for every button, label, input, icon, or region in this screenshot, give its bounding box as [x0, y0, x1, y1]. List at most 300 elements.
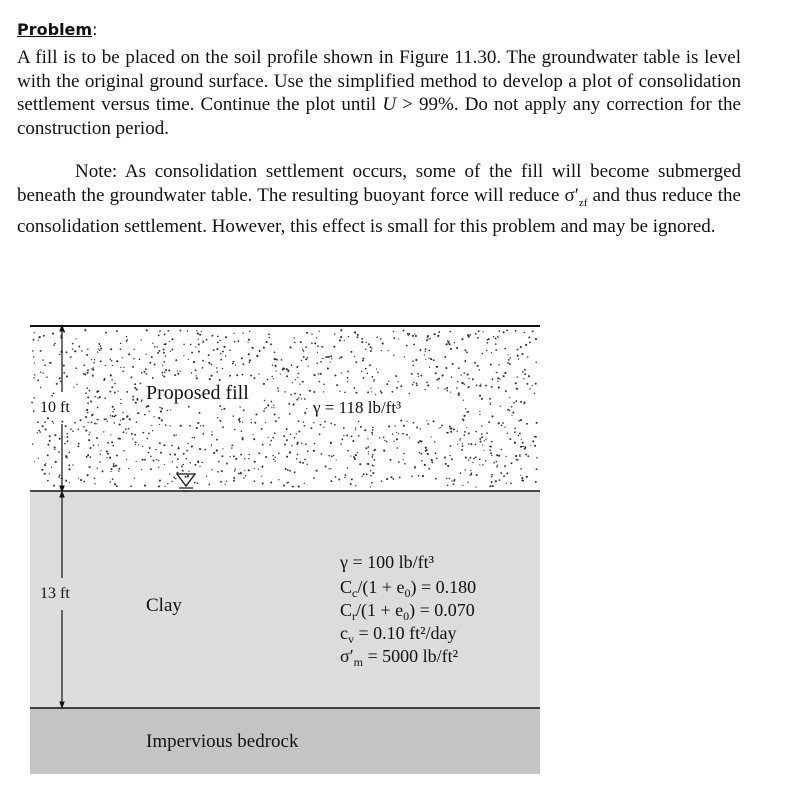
fill-dot — [463, 400, 464, 401]
fill-dot — [467, 374, 469, 376]
fill-dot — [38, 337, 40, 339]
fill-dot — [284, 368, 285, 369]
fill-dot — [330, 468, 331, 469]
fill-dot — [314, 342, 316, 344]
fill-dot — [449, 455, 451, 457]
fill-dot — [202, 433, 204, 435]
fill-dot — [275, 420, 277, 422]
fill-dot — [120, 343, 122, 345]
fill-dot — [134, 383, 136, 385]
fill-dot — [70, 356, 71, 357]
fill-dot — [37, 340, 38, 341]
fill-dot — [176, 434, 177, 435]
fill-dot — [165, 343, 167, 345]
fill-dot — [373, 449, 375, 451]
variable-U: U — [382, 94, 397, 115]
fill-dot — [229, 350, 231, 352]
fill-dot — [515, 455, 517, 457]
fill-dot — [194, 437, 196, 439]
fill-dot — [311, 333, 313, 335]
fill-dot — [507, 362, 509, 364]
fill-dot — [197, 332, 199, 334]
fill-dot — [361, 371, 362, 372]
fill-dot — [34, 332, 35, 333]
fill-dot — [522, 442, 524, 444]
fill-dot — [66, 436, 68, 438]
clay-label: Clay — [146, 595, 182, 616]
fill-dot — [362, 476, 363, 477]
fill-dot — [258, 468, 259, 469]
fill-dot — [497, 464, 498, 465]
fill-dot — [54, 449, 55, 450]
fill-dot — [56, 383, 58, 385]
fill-dot — [490, 364, 492, 366]
fill-dot — [303, 356, 305, 358]
fill-dot — [89, 456, 91, 458]
fill-dot — [202, 360, 204, 362]
fill-dot — [422, 475, 424, 477]
fill-dot — [299, 383, 300, 384]
fill-dot — [298, 486, 300, 488]
fill-dot — [330, 423, 332, 425]
fill-dot — [196, 377, 198, 379]
fill-dot — [255, 413, 257, 415]
fill-dot — [211, 434, 213, 436]
fill-dot — [411, 475, 413, 477]
fill-dot — [270, 343, 272, 345]
fill-dot — [339, 358, 340, 359]
fill-dot — [65, 425, 67, 427]
fill-dot — [370, 388, 371, 389]
fill-dot — [39, 431, 41, 433]
fill-dot — [218, 461, 220, 463]
fill-dot — [370, 350, 372, 352]
fill-dot — [219, 420, 221, 422]
fill-dot — [158, 460, 159, 461]
fill-dot — [51, 466, 52, 467]
fill-dot — [163, 376, 165, 378]
fill-dot — [363, 473, 365, 475]
fill-dot — [192, 437, 193, 438]
fill-dot — [277, 390, 279, 392]
fill-dot — [248, 454, 249, 455]
fill-dot — [298, 397, 299, 398]
fill-dot — [117, 390, 118, 391]
fill-dot — [436, 379, 438, 381]
fill-dot — [265, 422, 266, 423]
fill-dot — [177, 370, 178, 371]
fill-dot — [69, 482, 70, 483]
fill-dot — [149, 362, 151, 364]
fill-dot — [262, 444, 264, 446]
clay-consolidation-coefficient: $c_v = 0.10$ ft²/day — [340, 623, 457, 646]
fill-dot — [500, 405, 501, 406]
fill-dot — [78, 429, 80, 431]
fill-dot — [152, 343, 153, 344]
fill-dot — [97, 468, 98, 469]
fill-dot — [176, 466, 178, 468]
fill-dot — [99, 461, 100, 462]
fill-dot — [309, 390, 311, 392]
fill-dot — [245, 475, 246, 476]
fill-dot — [425, 447, 427, 449]
fill-dot — [86, 456, 88, 458]
fill-dot — [491, 352, 492, 353]
fill-dot — [153, 416, 154, 417]
fill-dot — [433, 359, 435, 361]
fill-dot — [480, 384, 481, 385]
fill-dot — [301, 398, 302, 399]
fill-dot — [491, 415, 493, 417]
fill-dot — [291, 365, 293, 367]
fill-dot — [361, 341, 363, 343]
fill-dot — [47, 454, 49, 456]
fill-dot — [169, 454, 171, 456]
fill-dot — [275, 364, 276, 365]
fill-dot — [304, 411, 305, 412]
fill-dot — [206, 339, 208, 341]
fill-dot — [158, 334, 160, 336]
fill-dot — [101, 470, 103, 472]
fill-dot — [267, 404, 269, 406]
fill-dot — [396, 438, 398, 440]
fill-dot — [144, 485, 146, 487]
fill-dot — [89, 466, 91, 468]
fill-dot — [242, 332, 244, 334]
fill-dot — [211, 375, 213, 377]
fill-dot — [173, 477, 175, 479]
fill-dot — [111, 360, 113, 362]
fill-dot — [479, 395, 481, 397]
fill-dot — [165, 369, 167, 371]
fill-dot — [402, 433, 404, 435]
fill-dot — [116, 455, 118, 457]
fill-dot — [248, 458, 249, 459]
fill-dot — [515, 330, 517, 332]
fill-dot — [453, 483, 455, 485]
fill-dot — [106, 457, 107, 458]
fill-dot — [34, 362, 35, 363]
fill-dot — [290, 394, 292, 396]
fill-dot — [96, 419, 97, 420]
fill-dot — [134, 434, 136, 436]
fill-dot — [319, 433, 321, 435]
fill-dot — [456, 387, 458, 389]
fill-dot — [168, 330, 170, 332]
fill-dot — [435, 452, 437, 454]
fill-dot — [359, 463, 361, 465]
fill-dot — [464, 360, 466, 362]
fill-dot — [420, 428, 421, 429]
fill-dot — [278, 453, 280, 455]
fill-dot — [143, 371, 145, 373]
fill-dot — [384, 440, 385, 441]
fill-dot — [459, 439, 461, 441]
fill-dot — [320, 373, 322, 375]
fill-dot — [436, 366, 438, 368]
fill-dot — [167, 483, 168, 484]
fill-dot — [90, 400, 92, 402]
fill-dot — [358, 435, 360, 437]
fill-dot — [479, 438, 481, 440]
fill-dot — [524, 448, 526, 450]
fill-dot — [506, 456, 507, 457]
fill-dot — [340, 329, 342, 331]
fill-dot — [530, 445, 531, 446]
fill-dot — [301, 443, 302, 444]
fill-dot — [372, 472, 374, 474]
fill-dot — [449, 426, 451, 428]
fill-dot — [450, 428, 452, 430]
fill-dot — [45, 463, 46, 464]
fill-dot — [217, 417, 218, 418]
fill-dot — [33, 356, 35, 358]
fill-dot — [163, 348, 165, 350]
fill-dot — [480, 441, 482, 443]
fill-dot — [524, 373, 526, 375]
fill-dot — [269, 337, 271, 339]
fill-dot — [340, 336, 342, 338]
fill-dot — [415, 359, 417, 361]
fill-dot — [201, 331, 202, 332]
fill-dot — [368, 451, 369, 452]
fill-dot — [511, 462, 513, 464]
fill-dot — [524, 369, 526, 371]
fill-dot — [58, 476, 60, 478]
fill-dot — [104, 397, 106, 399]
fill-dot — [141, 339, 142, 340]
fill-dot — [363, 377, 365, 379]
fill-dot — [209, 378, 211, 380]
fill-dot — [519, 454, 520, 455]
fill-dot — [324, 421, 326, 423]
fill-dot — [536, 457, 538, 459]
fill-dot — [116, 360, 118, 362]
fill-dot — [100, 347, 102, 349]
fill-dot — [110, 471, 111, 472]
fill-dot — [195, 464, 197, 466]
fill-dot — [513, 402, 515, 404]
fill-dot — [271, 407, 272, 408]
fill-dot — [197, 482, 199, 484]
fill-dot — [266, 341, 268, 343]
fill-dot — [196, 375, 197, 376]
fill-dot — [506, 472, 508, 474]
fill-dot — [400, 420, 402, 422]
fill-dot — [141, 372, 143, 374]
fill-dot — [164, 486, 165, 487]
fill-dot — [289, 451, 291, 453]
fill-dot — [126, 339, 128, 341]
fill-dot — [321, 453, 323, 455]
fill-dot — [216, 449, 218, 451]
fill-dot — [495, 343, 497, 345]
fill-dot — [74, 422, 76, 424]
fill-dot — [165, 424, 167, 426]
fill-dot — [475, 444, 477, 446]
fill-dot — [183, 355, 184, 356]
fill-dot — [382, 342, 384, 344]
fill-dot — [431, 461, 433, 463]
fill-dot — [350, 351, 352, 353]
fill-dot — [40, 372, 42, 374]
fill-dot — [304, 459, 306, 461]
fill-dot — [181, 466, 183, 468]
fill-dot — [49, 440, 51, 442]
fill-dot — [364, 429, 366, 431]
fill-dot — [174, 453, 176, 455]
fill-dot — [486, 350, 488, 352]
fill-dot — [53, 344, 55, 346]
fill-dot — [134, 478, 135, 479]
fill-dot — [399, 477, 401, 479]
problem-statement-part-1: A fill is to be placed on the soil profile shown in Figure 11.30. The groundwater table is level with the original ground surface. Use the simplified method to develop a plot of consolidation settlement versus time. Continue the plot until — [17, 47, 741, 115]
fill-dot — [139, 358, 141, 360]
fill-dot — [135, 444, 136, 445]
fill-dot — [368, 453, 369, 454]
fill-dot — [37, 421, 39, 423]
fill-dot — [180, 425, 182, 427]
fill-dot — [514, 442, 516, 444]
fill-dot — [33, 377, 34, 378]
fill-dot — [196, 330, 197, 331]
fill-dot — [198, 343, 200, 345]
fill-dot — [31, 402, 33, 404]
fill-dot — [304, 425, 306, 427]
fill-dot — [503, 331, 505, 333]
fill-dot — [386, 478, 388, 480]
fill-dot — [44, 421, 46, 423]
fill-dot — [179, 330, 181, 332]
fill-dot — [347, 381, 348, 382]
fill-dot — [59, 474, 61, 476]
fill-dot — [362, 358, 364, 360]
fill-dot — [239, 421, 241, 423]
fill-dot — [110, 374, 112, 376]
fill-dot — [290, 433, 292, 435]
fill-dot — [498, 364, 499, 365]
fill-dot — [132, 396, 134, 398]
fill-dot — [87, 369, 89, 371]
fill-dot — [304, 483, 305, 484]
fill-dot — [188, 359, 189, 360]
fill-dot — [110, 348, 112, 350]
fill-dot — [280, 373, 281, 374]
fill-dot — [381, 392, 383, 394]
fill-dot — [479, 385, 481, 387]
fill-dot — [137, 412, 139, 414]
fill-dot — [41, 469, 43, 471]
fill-dot — [517, 355, 519, 357]
fill-dot — [447, 432, 449, 434]
fill-dot — [356, 336, 358, 338]
fill-dot — [97, 351, 98, 352]
fill-dot — [426, 382, 428, 384]
fill-dot — [199, 466, 200, 467]
fill-dot — [302, 462, 304, 464]
fill-dot — [272, 437, 274, 439]
fill-dot — [131, 376, 133, 378]
fill-dot — [398, 338, 399, 339]
fill-dot — [481, 398, 483, 400]
fill-dot — [335, 476, 337, 478]
fill-dot — [496, 461, 497, 462]
fill-dot — [367, 373, 369, 375]
fill-dot — [526, 476, 528, 478]
fill-dot — [144, 414, 146, 416]
fill-dot — [507, 409, 509, 411]
fill-dot — [175, 359, 177, 361]
problem-statement-part-2: > 99%. Do not apply any correction for the construction period. — [17, 94, 741, 139]
fill-dot — [535, 361, 536, 362]
fill-dot — [122, 418, 124, 420]
fill-dot — [91, 368, 92, 369]
fill-dot — [112, 415, 114, 417]
fill-dot — [251, 422, 253, 424]
fill-dot — [477, 365, 479, 367]
fill-dot — [150, 468, 152, 470]
fill-dot — [527, 356, 529, 358]
fill-dot — [132, 399, 134, 401]
fill-dot — [498, 330, 500, 332]
fill-dot — [146, 329, 148, 331]
fill-dot — [226, 481, 227, 482]
fill-dot — [504, 372, 506, 374]
fill-dot — [225, 484, 226, 485]
fill-dot — [64, 443, 65, 444]
fill-dot — [273, 405, 274, 406]
fill-dot — [520, 401, 522, 403]
fill-dot — [151, 356, 153, 358]
fill-dot — [122, 431, 124, 433]
fill-dot — [489, 446, 490, 447]
fill-dot — [42, 372, 43, 373]
fill-dot — [172, 461, 173, 462]
fill-dot — [44, 473, 46, 475]
fill-dot — [208, 362, 210, 364]
fill-dot — [447, 340, 449, 342]
fill-dot — [376, 337, 378, 339]
fill-dot — [38, 458, 39, 459]
fill-dot — [392, 391, 394, 393]
fill-dot — [393, 441, 394, 442]
fill-dot — [365, 447, 367, 449]
fill-dot — [87, 454, 89, 456]
fill-dot — [316, 470, 318, 472]
fill-dot — [435, 372, 437, 374]
fill-dot — [520, 468, 522, 470]
fill-dot — [96, 391, 98, 393]
fill-dot — [460, 472, 462, 474]
fill-dot — [97, 407, 99, 409]
fill-dot — [208, 484, 210, 486]
fill-dot — [75, 367, 77, 369]
fill-dot — [511, 415, 512, 416]
fill-dot — [225, 355, 227, 357]
fill-dot — [286, 456, 288, 458]
fill-dot — [240, 454, 242, 456]
fill-dot — [59, 377, 61, 379]
fill-dot — [460, 438, 461, 439]
fill-dot — [307, 357, 308, 358]
fill-dot — [159, 407, 161, 409]
fill-dot — [419, 440, 421, 442]
fill-dot — [451, 458, 453, 460]
fill-dot — [43, 335, 45, 337]
fill-dot — [251, 419, 252, 420]
fill-dot — [162, 375, 163, 376]
fill-dot — [120, 403, 122, 405]
